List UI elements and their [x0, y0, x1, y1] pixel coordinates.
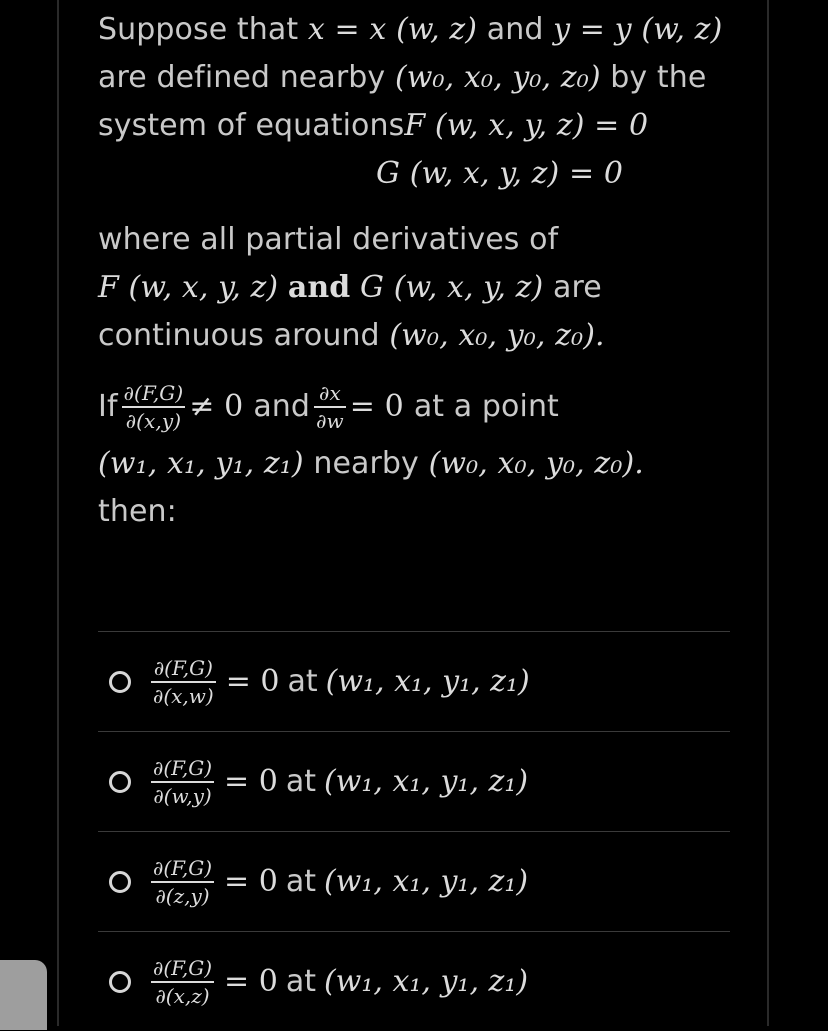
math-point-0-b: (w₀, x₀, y₀, z₀). — [428, 446, 644, 481]
math-neq-zero: ≠ 0 — [189, 389, 244, 424]
option-point: (w₁, x₁, y₁, z₁) — [323, 964, 529, 999]
math-point-0: (w₀, x₀, y₀, z₀) — [394, 60, 601, 95]
answer-option-1[interactable] — [98, 631, 730, 731]
and-bold-text: and — [287, 270, 351, 305]
question-line-5 — [98, 216, 738, 264]
jacobian-fraction — [122, 382, 186, 432]
option-at: at — [287, 664, 318, 699]
answer-options — [98, 631, 730, 1031]
option-fraction — [151, 757, 214, 807]
partial-fraction — [314, 382, 346, 432]
option-fraction — [151, 957, 214, 1007]
continuous-text: continuous around — [98, 318, 380, 353]
question-line-10 — [98, 488, 738, 536]
answer-option-3[interactable] — [98, 831, 730, 931]
option-eq: = 0 — [225, 664, 280, 699]
radio-button[interactable] — [109, 871, 131, 893]
option-numerator: ∂(F,G) — [151, 957, 214, 983]
content-frame-right-border — [767, 0, 769, 1026]
math-point-0-end: (w₀, x₀, y₀, z₀). — [389, 318, 605, 353]
partial-numerator: ∂x — [314, 382, 346, 408]
math-eq-G: G (w, x, y, z) = 0 — [376, 156, 624, 191]
option-denominator: ∂(x,w) — [153, 683, 214, 708]
if-text: If — [98, 389, 118, 424]
at-a-point-text: at a point — [413, 389, 559, 424]
question-text — [98, 6, 738, 536]
option-numerator: ∂(F,G) — [151, 757, 214, 783]
question-line-3 — [98, 102, 738, 150]
question-line-9 — [98, 440, 738, 488]
question-line-8 — [98, 374, 738, 440]
option-point: (w₁, x₁, y₁, z₁) — [323, 764, 529, 799]
option-point: (w₁, x₁, y₁, z₁) — [325, 664, 530, 699]
question-line-2 — [98, 54, 738, 102]
option-text — [147, 657, 530, 707]
jacobian-denominator: ∂(x,y) — [125, 409, 182, 433]
option-point: (w₁, x₁, y₁, z₁) — [323, 864, 529, 899]
question-line-7 — [98, 312, 738, 360]
answer-option-2[interactable] — [98, 731, 730, 831]
option-eq: = 0 — [224, 764, 278, 799]
jacobian-numerator: ∂(F,G) — [122, 382, 186, 408]
option-at: at — [285, 864, 316, 899]
system-text: system of equations — [98, 108, 405, 143]
radio-button[interactable] — [109, 671, 131, 693]
option-numerator: ∂(F,G) — [151, 657, 216, 683]
option-denominator: ∂(x,z) — [155, 983, 210, 1008]
are-text: are — [552, 270, 602, 305]
option-text — [147, 957, 528, 1007]
option-fraction — [151, 657, 216, 707]
option-eq: = 0 — [224, 964, 278, 999]
option-text — [147, 857, 528, 907]
intro-text: Suppose that — [98, 12, 299, 47]
then-text: then: — [98, 494, 177, 529]
option-at: at — [285, 964, 316, 999]
content-frame-left-border — [57, 0, 59, 1026]
by-the-text: by the — [610, 60, 707, 95]
math-y-def: y = y (w, z) — [553, 12, 723, 47]
question-line-6 — [98, 264, 738, 312]
math-eq-zero: = 0 — [349, 389, 404, 424]
math-F-expr: F (w, x, y, z) — [98, 270, 279, 305]
math-eq-F: F (w, x, y, z) = 0 — [404, 108, 649, 143]
option-fraction — [151, 857, 214, 907]
question-line-1 — [98, 6, 738, 54]
radio-button[interactable] — [109, 971, 131, 993]
option-numerator: ∂(F,G) — [151, 857, 214, 883]
partial-denominator: ∂w — [316, 409, 344, 433]
and-text: and — [486, 12, 544, 47]
defined-nearby-text: are defined nearby — [98, 60, 386, 95]
nearby-text: nearby — [313, 446, 419, 481]
math-x-def: x = x (w, z) — [307, 12, 478, 47]
where-text: where all partial derivatives of — [98, 222, 559, 257]
question-line-4 — [98, 150, 738, 198]
and-text-2: and — [253, 389, 311, 424]
option-text — [147, 757, 528, 807]
option-at: at — [285, 764, 316, 799]
option-denominator: ∂(z,y) — [155, 883, 210, 908]
math-point-1: (w₁, x₁, y₁, z₁) — [98, 446, 304, 481]
side-panel-tab[interactable] — [0, 960, 47, 1030]
option-eq: = 0 — [224, 864, 278, 899]
radio-button[interactable] — [109, 771, 131, 793]
option-denominator: ∂(w,y) — [153, 783, 212, 808]
math-G-expr: G (w, x, y, z) — [360, 270, 544, 305]
answer-option-4[interactable] — [98, 931, 730, 1031]
